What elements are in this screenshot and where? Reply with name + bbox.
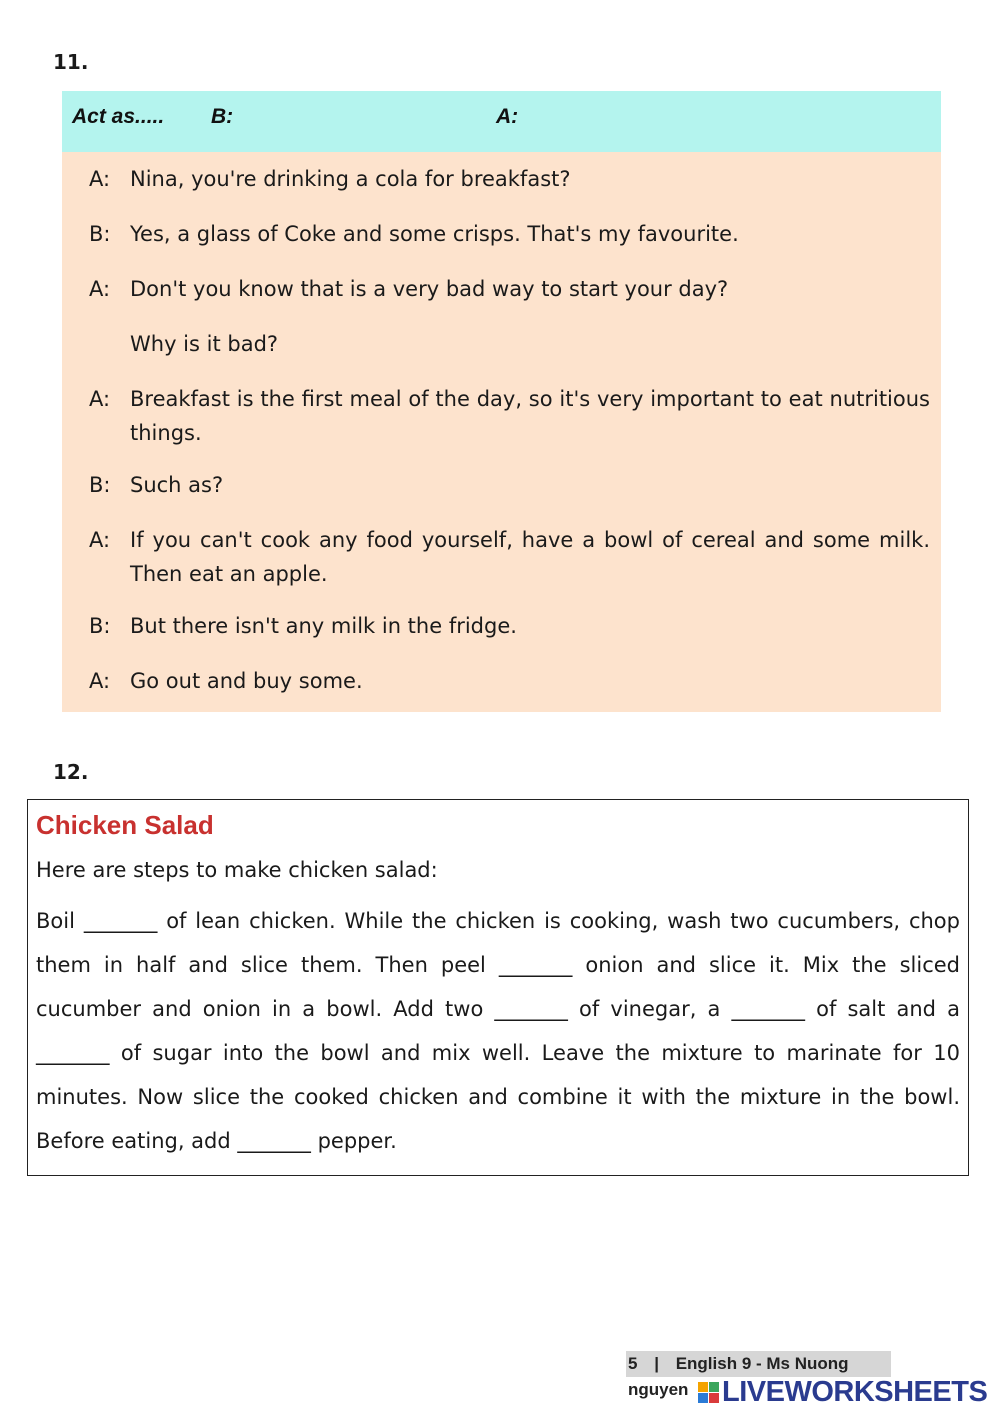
paragraph-text: pepper. xyxy=(317,1129,397,1153)
liveworksheets-logo xyxy=(698,1378,994,1410)
dialogue-box xyxy=(62,152,941,712)
page-footer xyxy=(626,1351,891,1399)
footer-separator: | xyxy=(654,1354,659,1373)
speaker-label: B: xyxy=(89,473,111,497)
question-number-11: 11. xyxy=(53,50,89,74)
dialogue-text: Nina, you're drinking a cola for breakfast? xyxy=(130,167,571,191)
paragraph-text: of lean chicken. While the chicken is cooking, wash two cucumbers, chop them in half and slice them. Then peel xyxy=(36,909,960,977)
fill-blank-4[interactable]: _______ xyxy=(731,997,806,1021)
dialogue-text: Yes, a glass of Coke and some crisps. That's my favourite. xyxy=(130,222,739,246)
paragraph-text: of sugar into the bowl and mix well. Leave the mixture to marinate for 10 minutes. Now slice the cooked chicken and combine it with the mixture in the bowl. Before eating, add xyxy=(36,1041,960,1153)
paragraph-text: of vinegar, a xyxy=(579,997,721,1021)
dialogue-text: Why is it bad? xyxy=(130,332,279,356)
dialogue-text: Go out and buy some. xyxy=(130,669,363,693)
dialogue-text: If you can't cook any food yourself, have a bowl of cereal and some milk. Then eat an apple. xyxy=(130,528,930,586)
paragraph-text: onion and slice it. Mix the sliced cucumber and onion in a bowl. Add two xyxy=(36,953,960,1021)
fill-blank-3[interactable]: _______ xyxy=(494,997,568,1021)
logo-text: LIVEWORKSHEETS xyxy=(722,1376,988,1408)
question-number-12: 12. xyxy=(53,760,89,784)
chicken-salad-box xyxy=(27,799,969,1176)
salad-title: Chicken Salad xyxy=(36,810,214,840)
fill-blank-5[interactable]: _______ xyxy=(36,1041,110,1065)
speaker-label: A: xyxy=(89,669,111,693)
act-as-label: Act as..... xyxy=(72,105,165,128)
course-label: English 9 - Ms Nuong nguyen xyxy=(628,1354,849,1399)
dialogue-text: Don't you know that is a very bad way to start your day? xyxy=(130,277,729,301)
fill-blank-6[interactable]: _______ xyxy=(237,1129,311,1153)
speaker-label: A: xyxy=(89,167,111,191)
act-as-header xyxy=(62,91,941,152)
speaker-label: B: xyxy=(89,614,111,638)
dialogue-text: Such as? xyxy=(130,473,224,497)
dialogue-text: Breakfast is the first meal of the day, so it's very important to eat nutritious things. xyxy=(130,387,930,445)
page-number: 5 xyxy=(628,1354,638,1373)
role-a-label: A: xyxy=(496,105,519,128)
salad-paragraph xyxy=(36,899,960,1163)
salad-intro: Here are steps to make chicken salad: xyxy=(36,858,438,882)
speaker-label: A: xyxy=(89,277,111,301)
fill-blank-2[interactable]: _______ xyxy=(498,953,573,977)
paragraph-text: Boil xyxy=(36,909,75,933)
liveworksheets-logo-icon xyxy=(698,1382,720,1404)
speaker-label: A: xyxy=(89,387,111,411)
paragraph-text: of salt and a xyxy=(816,997,960,1021)
speaker-label: A: xyxy=(89,528,111,552)
role-b-label: B: xyxy=(211,105,234,128)
speaker-label: B: xyxy=(89,222,111,246)
fill-blank-1[interactable]: _______ xyxy=(83,909,158,933)
dialogue-text: But there isn't any milk in the fridge. xyxy=(130,614,517,638)
